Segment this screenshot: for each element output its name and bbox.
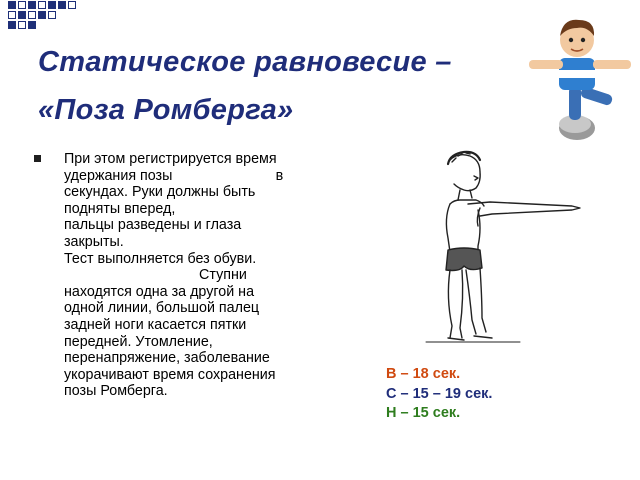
body-line: секундах. Руки должны быть	[64, 184, 256, 201]
body-line: укорачивают время сохранения	[64, 366, 276, 383]
corner-squares-decoration	[0, 0, 110, 40]
body-line: Ступни	[64, 267, 247, 284]
body-line: удержания позы в	[64, 167, 284, 184]
result-b: В – 18 сек.	[386, 366, 461, 382]
romberg-pose-figure	[420, 148, 590, 354]
body-text	[64, 151, 334, 400]
square-bullet-icon	[34, 155, 41, 162]
result-c: С – 15 – 19 сек.	[386, 385, 493, 402]
body-line: одной линии, большой палец	[64, 300, 260, 317]
result-h: Н – 15 сек.	[386, 405, 461, 421]
slide-title	[38, 38, 558, 134]
body-line: подняты вперед,	[64, 200, 176, 217]
slide-title-line-1: Статическое равновесие –	[38, 46, 452, 78]
results-list	[386, 365, 492, 424]
body-line: позы Ромберга.	[64, 383, 168, 400]
body-line: Тест выполняется без обуви.	[64, 250, 257, 267]
body-line: находятся одна за другой на	[64, 283, 255, 300]
body-line: закрыты.	[64, 233, 124, 250]
balancing-boy-icon	[525, 8, 635, 143]
body-line: перенапряжение, заболевание	[64, 350, 270, 367]
slide-title-line-2: «Поза Ромберга»	[38, 94, 294, 126]
body-line: передней. Утомление,	[64, 333, 213, 350]
body-line: задней ноги касается пятки	[64, 316, 247, 333]
body-line: пальцы разведены и глаза	[64, 217, 242, 234]
body-line: При этом регистрируется время	[64, 151, 277, 167]
